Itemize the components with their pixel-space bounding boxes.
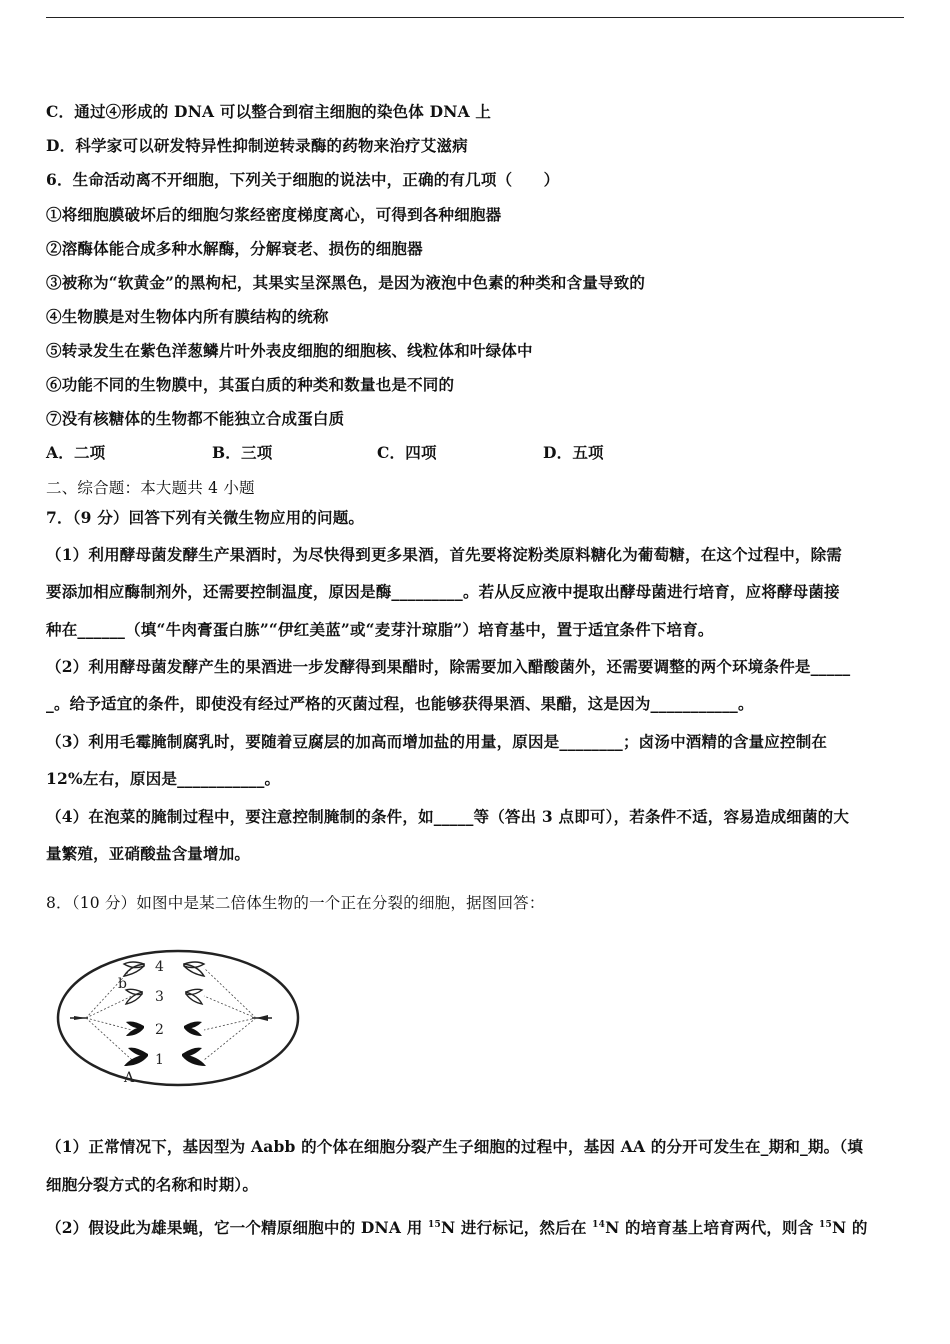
q7-part4-line1: （4）在泡菜的腌制过程中，要注意控制腌制的条件，如_____等（答出 3 点即可），若条件不适，容易造成细菌的大: [46, 807, 850, 826]
option-letter: D．: [46, 136, 76, 155]
q8-part2-text-d: N 的: [831, 1218, 868, 1237]
superscript-14: 14: [592, 1220, 606, 1230]
option-text: 通过④形成的 DNA 可以整合到宿主细胞的染色体 DNA 上: [74, 102, 492, 121]
q7-part2-line2: _。给予适宜的条件，即使没有经过严格的灭菌过程，也能够获得果酒、果醋，这是因为___________。: [46, 694, 754, 713]
option-letter: C．: [377, 443, 406, 462]
superscript-15: 15: [819, 1220, 832, 1230]
q7-part4-line2: 量繁殖，亚硝酸盐含量增加。: [46, 844, 251, 863]
header-rule: [46, 17, 904, 18]
option-letter: D．: [543, 443, 573, 462]
left-dark-chromosomes: [124, 1022, 148, 1067]
superscript-15: 15: [428, 1220, 441, 1230]
right-dark-chromosomes: [182, 1022, 206, 1067]
q6-item-7: ⑦没有核糖体的生物都不能独立合成蛋白质: [46, 409, 345, 428]
q6-option-c: [377, 443, 437, 463]
q8-stem: 8．（10 分）如图中是某二倍体生物的一个正在分裂的细胞，据图回答：: [46, 894, 545, 912]
q7-part1-line2: 要添加相应酶制剂外，还需要控制温度，原因是酶_________。若从反应液中提取出酵母菌进行培育，应将酵母菌接: [46, 582, 840, 601]
label-2: 2: [155, 1022, 164, 1038]
dividing-cell-figure: [52, 944, 302, 1094]
label-4: 4: [155, 959, 164, 975]
option-text: 二项: [73, 443, 106, 462]
option-text: 四项: [405, 443, 437, 462]
q6-item-1: ①将细胞膜破坏后的细胞匀浆经密度梯度离心，可得到各种细胞器: [46, 205, 502, 224]
option-letter: A．: [46, 443, 74, 462]
q6-options: [46, 443, 646, 463]
q8-part2-line1: [46, 1218, 868, 1238]
q6-item-2: ②溶酶体能合成多种水解酶，分解衰老、损伤的细胞器: [46, 239, 423, 258]
spindle-fibers: [86, 968, 256, 1060]
q8-part1-line1: （1）正常情况下，基因型为 Aabb 的个体在细胞分裂产生子细胞的过程中，基因 AA 的分开可发生在_期和_期。（填: [46, 1137, 864, 1156]
q6-item-5: ⑤转录发生在紫色洋葱鳞片叶外表皮细胞的细胞核、线粒体和叶绿体中: [46, 341, 533, 360]
q7-part3-line2: 12%左右，原因是___________。: [46, 769, 281, 788]
q8-part2-text-a: （2）假设此为雄果蝇，它一个精原细胞中的 DNA 用: [46, 1218, 429, 1237]
q5-option-d: [46, 136, 468, 156]
q7-part1-line3: 种在______（填“牛肉膏蛋白胨”“伊红美蓝”或“麦芽汁琼脂”）培育基中，置于适宜条件下培育。: [46, 620, 714, 639]
q8-part2-text-c: N 的培育基上培育两代，则含: [605, 1218, 820, 1237]
q7-part2-line1: （2）利用酵母菌发酵产生的果酒进一步发酵得到果醋时，除需要加入醋酸菌外，还需要调整的两个环境条件是_____: [46, 657, 851, 676]
left-chromosomes: [124, 962, 144, 1004]
q6-option-b: [212, 443, 272, 463]
q7-part3-line1: （3）利用毛霉腌制腐乳时，要随着豆腐层的加高而增加盐的用量，原因是________；卤汤中酒精的含量应控制在: [46, 732, 828, 751]
q6-item-3: ③被称为“软黄金”的黑枸杞，其果实呈深黑色，是因为液泡中色素的种类和含量导致的: [46, 273, 646, 292]
label-3: 3: [155, 989, 164, 1005]
q6-option-d: [543, 443, 604, 463]
option-letter: B．: [212, 443, 242, 462]
q6-item-6: ⑥功能不同的生物膜中，其蛋白质的种类和数量也是不同的: [46, 375, 455, 394]
label-b: b: [118, 976, 127, 992]
q8-part2-text-b: N 进行标记，然后在: [440, 1218, 593, 1237]
q7-stem: 7．（9 分）回答下列有关微生物应用的问题。: [46, 508, 365, 527]
q6-stem: 6．生命活动离不开细胞，下列关于细胞的说法中，正确的有几项（ ）: [46, 170, 560, 189]
q5-option-c: [46, 102, 491, 122]
label-A: A: [124, 1070, 135, 1086]
right-chromosomes: [184, 962, 204, 1004]
option-letter: C．: [46, 102, 75, 121]
option-text: 五项: [572, 443, 604, 462]
section-heading: 二、综合题：本大题共 4 小题: [46, 479, 255, 497]
q6-item-4: ④生物膜是对生物体内所有膜结构的统称: [46, 307, 329, 326]
option-text: 科学家可以研发特异性抑制逆转录酶的药物来治疗艾滋病: [75, 136, 468, 155]
q6-option-a: [46, 443, 105, 463]
option-text: 三项: [241, 443, 273, 462]
q8-part1-line2: 细胞分裂方式的名称和时期）。: [46, 1175, 259, 1194]
q7-part1-line1: （1）利用酵母菌发酵生产果酒时，为尽快得到更多果酒，首先要将淀粉类原料糖化为葡萄糖，在这个过程中，除需: [46, 545, 842, 564]
label-1: 1: [155, 1052, 164, 1068]
